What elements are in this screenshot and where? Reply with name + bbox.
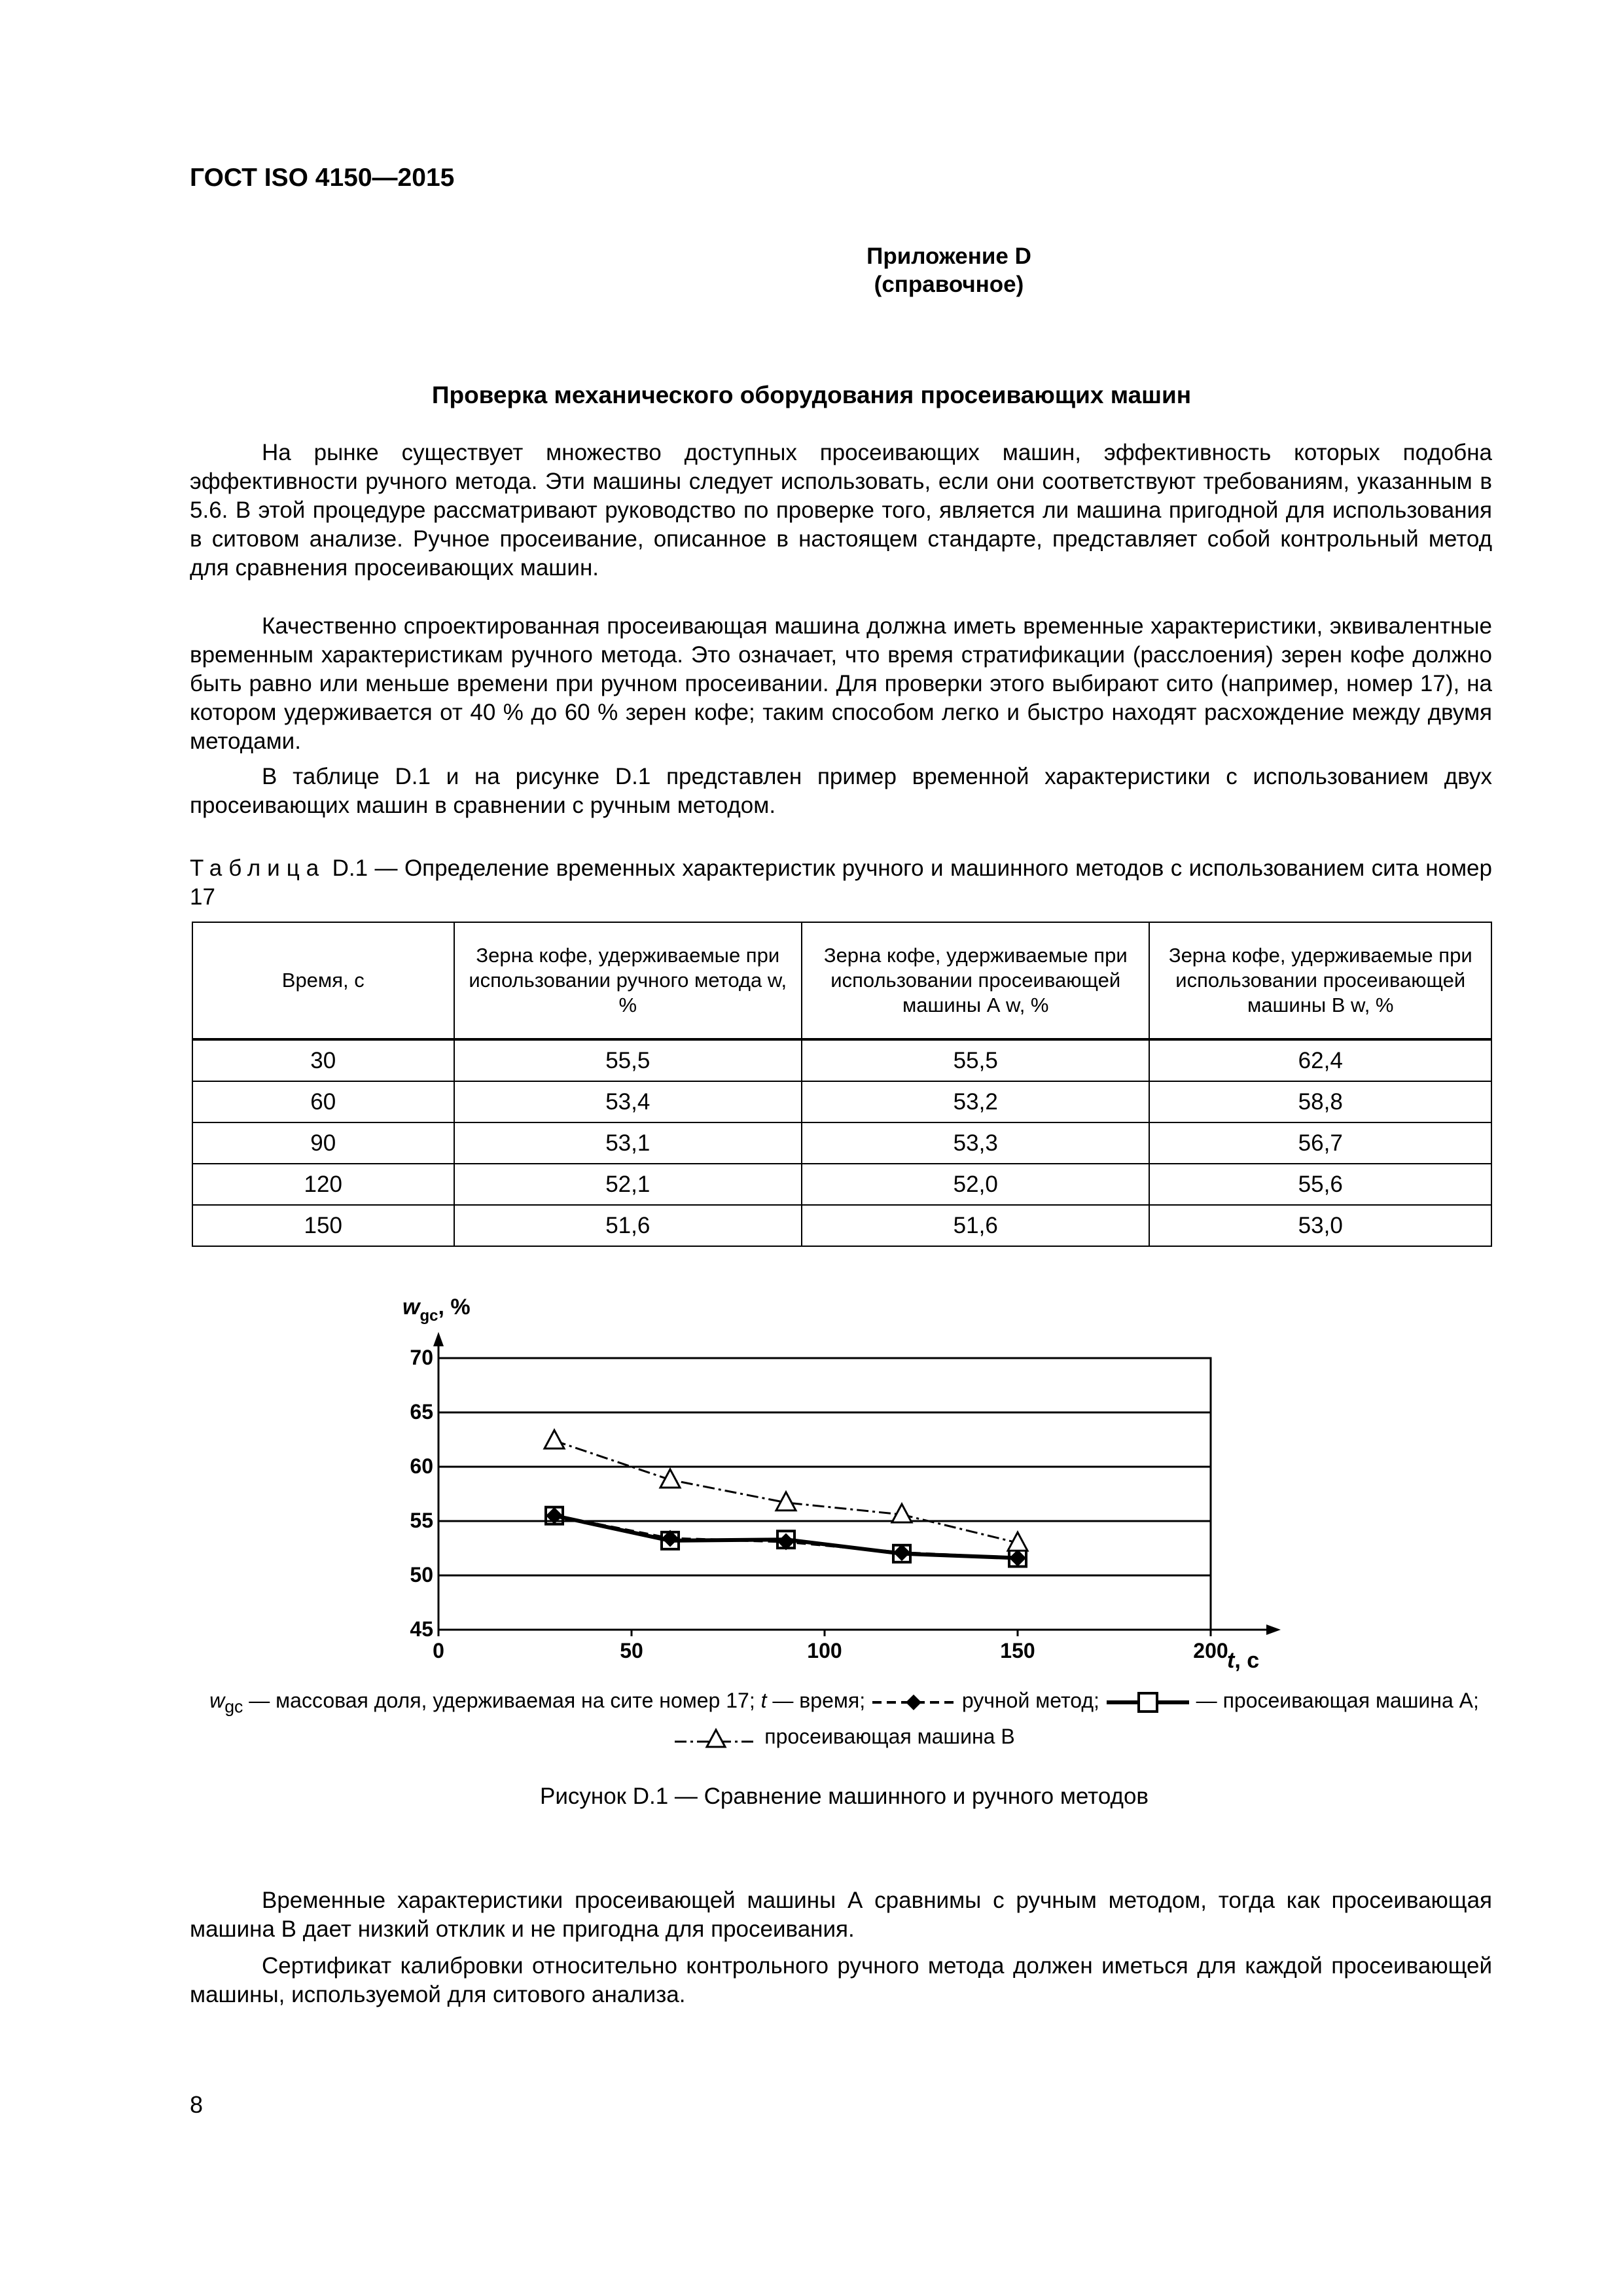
legend-manual-marker-icon xyxy=(871,1693,956,1712)
table-row xyxy=(192,1164,1491,1205)
paragraph-3: В таблице D.1 и на рисунке D.1 представлен пример временной характеристики с использованием двух просеивающих машин в сравнении с ручным методом. xyxy=(190,764,1492,818)
cell: 62,4 xyxy=(1149,1039,1491,1081)
x-tick-label: 100 xyxy=(807,1639,842,1662)
cell: 52,0 xyxy=(802,1164,1149,1205)
data-point-machine-b xyxy=(544,1430,564,1448)
figure-caption: Рисунок D.1 — Сравнение машинного и ручного методов xyxy=(539,1784,1149,1809)
legend-machine-a-marker-icon xyxy=(1105,1691,1190,1713)
cell: 30 xyxy=(192,1039,454,1081)
table-caption-text: D.1 — Определение временных характеристик ручного и машинного методов с использованием сита номер 17 xyxy=(190,855,1492,910)
cell: 90 xyxy=(192,1122,454,1164)
header-machine-b: Зерна кофе, удерживаемые при использовании просеивающей машины В w, % xyxy=(1149,922,1491,1039)
page-number: 8 xyxy=(190,2091,204,2118)
header-time: Время, с xyxy=(192,922,454,1039)
cell: 52,1 xyxy=(454,1164,802,1205)
y-tick-label: 55 xyxy=(410,1509,433,1532)
cell: 53,2 xyxy=(802,1081,1149,1122)
legend-machine-b-label: просеивающая машина В xyxy=(758,1725,1015,1749)
table-row xyxy=(192,1205,1491,1246)
cell: 53,1 xyxy=(454,1122,802,1164)
cell: 55,5 xyxy=(454,1039,802,1081)
cell: 60 xyxy=(192,1081,454,1122)
table-row xyxy=(192,1122,1491,1164)
x-tick-label: 200 xyxy=(1193,1639,1228,1662)
y-tick-label: 65 xyxy=(410,1400,433,1424)
data-point-manual xyxy=(893,1544,910,1561)
legend-w-symbol: w xyxy=(209,1689,225,1712)
table-row xyxy=(192,1081,1491,1122)
document-header: ГОСТ ISO 4150—2015 xyxy=(190,164,455,192)
cell: 51,6 xyxy=(454,1205,802,1246)
cell: 53,3 xyxy=(802,1122,1149,1164)
cell: 53,4 xyxy=(454,1081,802,1122)
y-tick-label: 45 xyxy=(410,1617,433,1641)
cell: 120 xyxy=(192,1164,454,1205)
legend-machine-a-label: — просеивающая машина А; xyxy=(1190,1689,1479,1712)
annex-title: Приложение D xyxy=(866,243,1031,269)
cell: 55,5 xyxy=(802,1039,1149,1081)
legend-t-description: — время; xyxy=(766,1689,871,1712)
x-tick-label: 50 xyxy=(620,1639,643,1662)
comparison-chart xyxy=(380,1276,1309,1682)
chart-ylabel: $w_{gc}$, % xyxy=(402,1295,471,1325)
legend-w-subscript: gc xyxy=(224,1696,243,1717)
paragraph-2: Качественно спроектированная просеивающая машина должна иметь временные характеристики, эквивалентные временным характеристикам ручного метода. Это означает, что время стратификации (расслоения) зерен кофе должно быть равно или меньше времени при ручном просеивании. Для проверки этого выбирают сито (например, номер 17), на котором удерживается от 40 % до 60 % зерен кофе; таким способом легко и быстро находят расхождение между двумя методами. xyxy=(190,613,1492,754)
legend-t-symbol: t xyxy=(760,1689,767,1712)
chart-xlabel: t, с xyxy=(1227,1648,1260,1673)
y-axis-arrow xyxy=(433,1332,444,1346)
table-header-row xyxy=(192,922,1491,1039)
data-point-manual xyxy=(1009,1549,1026,1566)
x-tick-label: 150 xyxy=(1000,1639,1035,1662)
cell: 58,8 xyxy=(1149,1081,1491,1122)
cell: 53,0 xyxy=(1149,1205,1491,1246)
x-tick-label: 0 xyxy=(433,1639,444,1662)
cell: 56,7 xyxy=(1149,1122,1491,1164)
cell: 51,6 xyxy=(802,1205,1149,1246)
y-tick-label: 50 xyxy=(410,1563,433,1587)
y-tick-label: 70 xyxy=(410,1346,433,1369)
cell: 55,6 xyxy=(1149,1164,1491,1205)
closing-paragraph-1: Временные характеристики просеивающей машины А сравнимы с ручным методом, тогда как просеивающая машина В дает низкий отклик и не пригодна для просеивания. xyxy=(190,1888,1492,1942)
x-axis-arrow xyxy=(1266,1624,1281,1635)
section-title: Проверка механического оборудования просеивающих машин xyxy=(431,382,1192,408)
cell: 150 xyxy=(192,1205,454,1246)
data-table xyxy=(192,922,1492,1247)
closing-paragraph-2: Сертификат калибровки относительно контрольного ручного метода должен иметься для каждой просеивающей машины, используемой для ситового анализа. xyxy=(190,1953,1492,2007)
y-tick-label: 60 xyxy=(410,1454,433,1478)
legend-machine-b-marker-icon xyxy=(673,1727,758,1749)
legend-manual-label: ручной метод; xyxy=(955,1689,1105,1712)
table-caption-prefix: Таблица xyxy=(190,855,326,881)
figure-legend xyxy=(190,1685,1499,1751)
header-machine-a: Зерна кофе, удерживаемые при использовании просеивающей машины А w, % xyxy=(802,922,1149,1039)
table-caption xyxy=(190,854,1492,912)
plot-frame xyxy=(438,1358,1211,1630)
header-manual: Зерна кофе, удерживаемые при использовании ручного метода w, % xyxy=(454,922,802,1039)
paragraph-1: На рынке существует множество доступных просеивающих машин, эффективность которых подобна эффективности ручного метода. Эти машины следует использовать, если они соответствуют требованиям, указанным в 5.6. В этой процедуре рассматривают руководство по проверке того, является ли машина пригодной для использования в ситовом анализе. Ручное просеивание, описанное в настоящем стандарте, представляет собой контрольный метод для сравнения просеивающих машин. xyxy=(190,440,1492,581)
table-row xyxy=(192,1039,1491,1081)
legend-w-description: — массовая доля, удерживаемая на сите номер 17; xyxy=(243,1689,761,1712)
annex-subtitle: (справочное) xyxy=(874,272,1024,297)
